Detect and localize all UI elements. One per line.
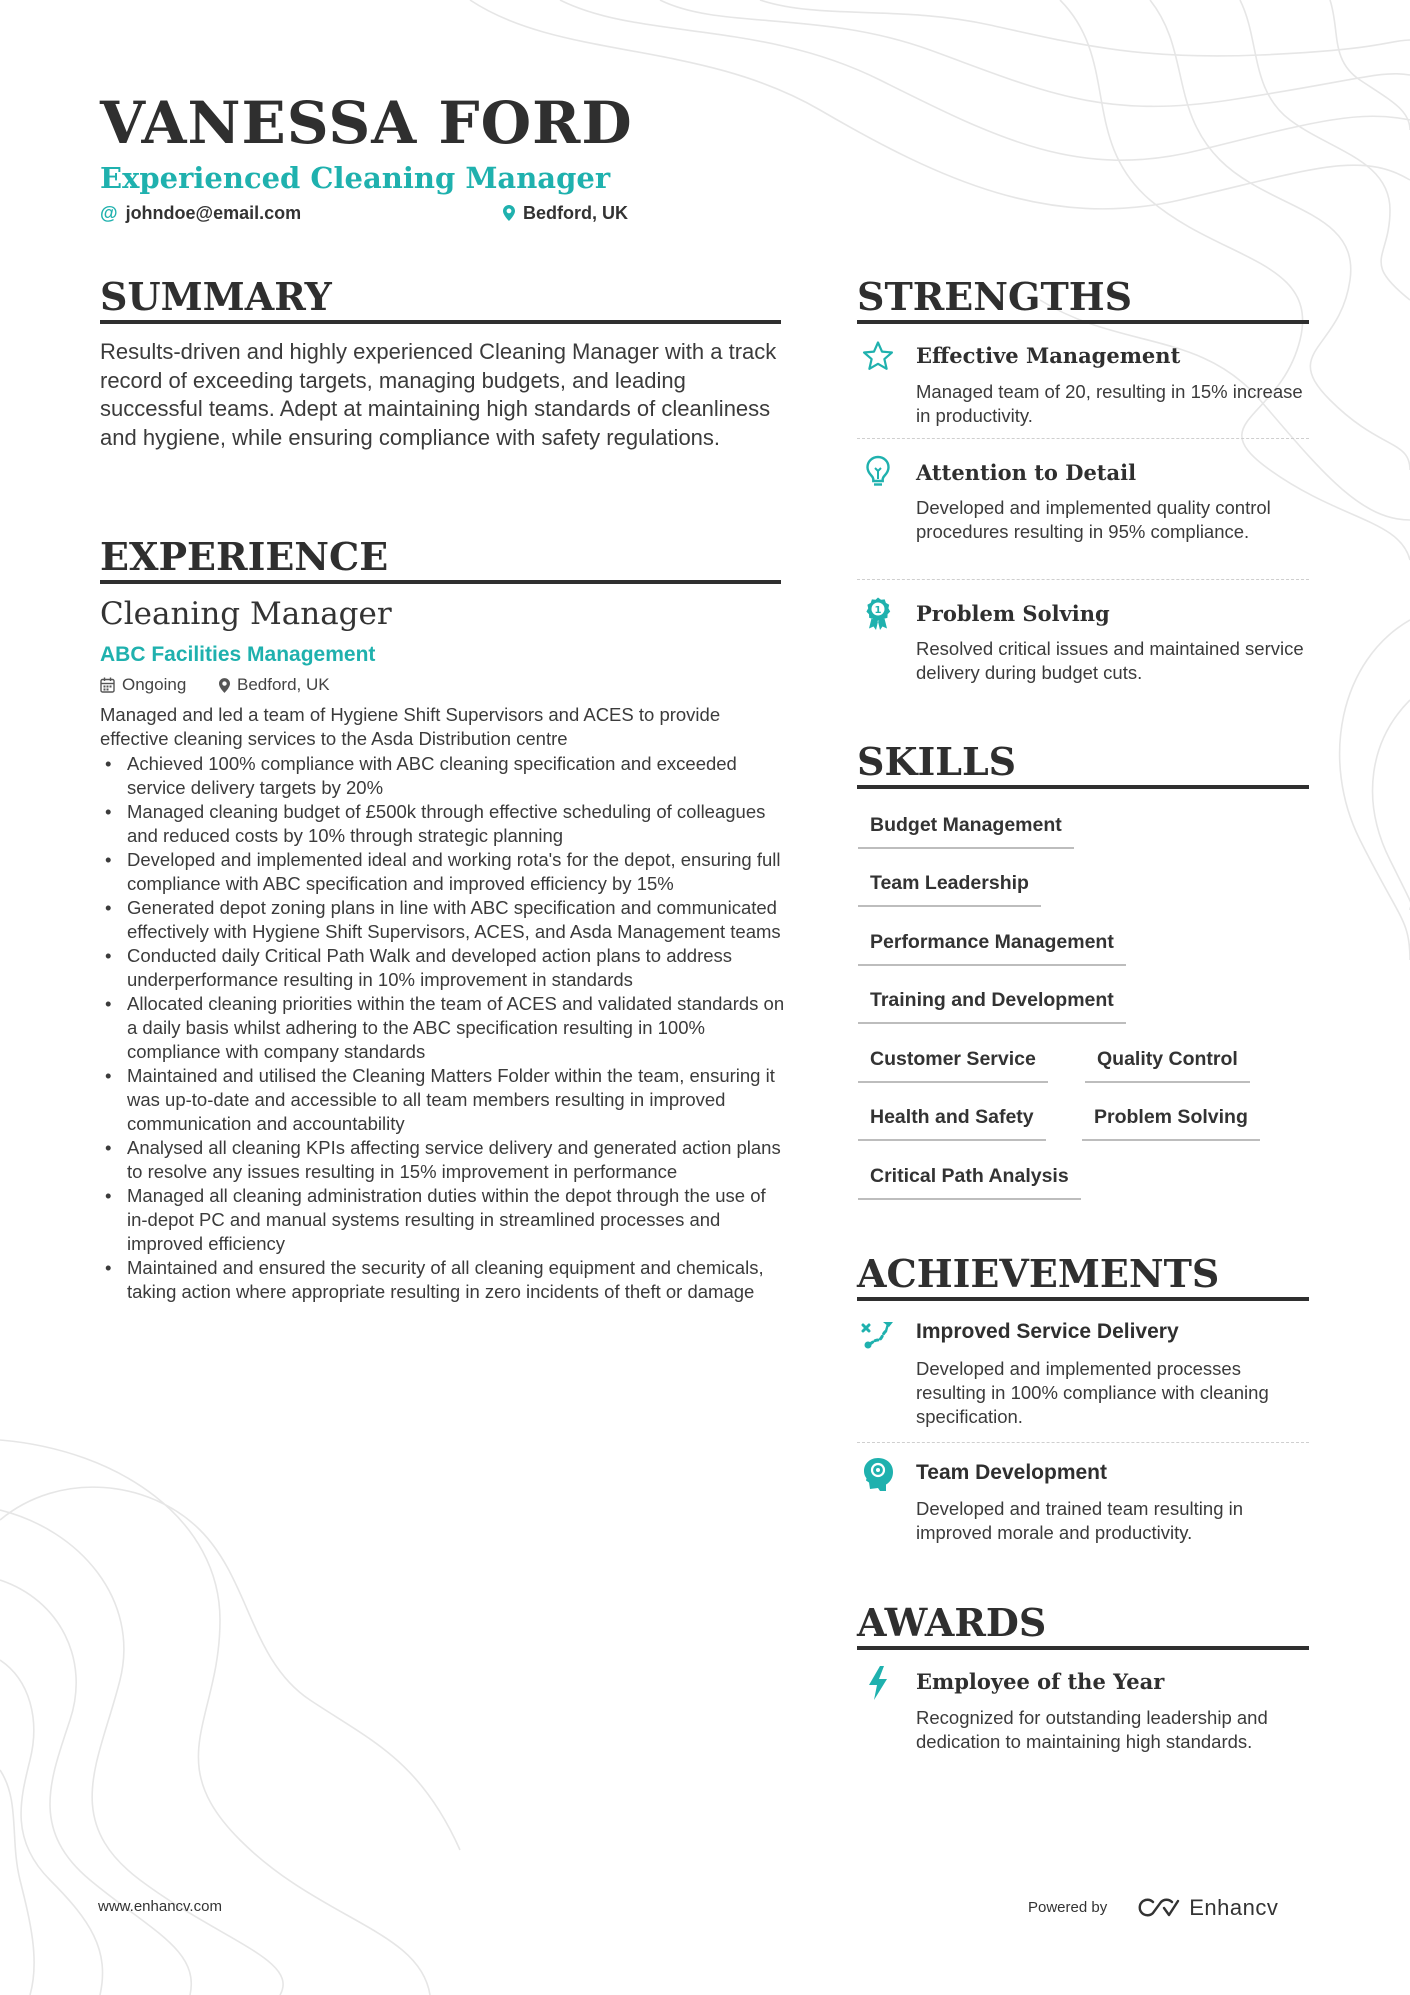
skills-rule [857,785,1309,789]
achievements-rule [857,1297,1309,1301]
awards-rule [857,1646,1309,1650]
job-bullet: • Managed cleaning budget of £500k through effective scheduling of colleagues and reduced costs by 10% through strategic planning [100,800,790,848]
email-text: johndoe@email.com [125,203,302,223]
job-bullet: • Analysed all cleaning KPIs affecting service delivery and generated action plans to resolve any issues resulting in 15% improvement in performance [100,1136,790,1184]
contact-email[interactable] [100,200,301,226]
head-gear-icon [860,1456,896,1492]
achievements-heading: ACHIEVEMENTS [857,1251,1220,1296]
job-date-text: Ongoing [122,675,187,694]
powered-by-text: Powered by [1028,1899,1108,1916]
skill-tag: Quality Control [1085,1044,1250,1083]
contact-location [503,200,628,226]
strength-desc: Resolved critical issues and maintained service delivery during budget cuts. [916,638,1304,683]
skill-tag: Performance Management [858,927,1126,966]
skill-tag: Problem Solving [1082,1102,1260,1141]
award-title: Employee of the Year [916,1669,1165,1694]
skill-tag: Team Leadership [858,868,1041,907]
skill-tag: Training and Development [858,985,1126,1024]
strength-desc: Developed and implemented quality control procedures resulting in 95% compliance. [916,497,1271,542]
location-pin-icon [503,205,515,221]
experience-heading: EXPERIENCE [100,534,389,579]
achievement-desc: Developed and trained team resulting in improved morale and productivity. [916,1498,1244,1543]
skill-tag: Critical Path Analysis [858,1161,1081,1200]
divider [857,438,1309,439]
job-bullet: • Maintained and utilised the Cleaning Matters Folder within the team, ensuring it was up-to-date and accessible to all team members resulting in improved communication and accountability [100,1064,790,1136]
experience-rule [100,580,781,584]
lightbulb-icon [860,454,896,490]
job-bullet: • Conducted daily Critical Path Walk and developed action plans to address underperformance resulting in 10% improvement in standards [100,944,790,992]
strategy-path-icon [860,1315,896,1351]
skills-heading: SKILLS [857,739,1017,784]
at-sign-icon: @ [100,203,118,223]
achievement-desc: Developed and implemented processes resulting in 100% compliance with cleaning specification. [916,1358,1269,1427]
job-bullet: • Generated depot zoning plans in line with ABC specification and communicated effectively with Hygiene Shift Supervisors, ACES, and Asda Management teams [100,896,790,944]
job-location-text: Bedford, UK [237,675,330,694]
lightning-icon [860,1665,896,1701]
divider [857,579,1309,580]
summary-heading: SUMMARY [100,274,332,319]
skill-tag: Health and Safety [858,1102,1046,1141]
job-bullet: • Developed and implemented ideal and working rota's for the depot, ensuring full compliance with ABC specification and improved efficiency by 15% [100,848,790,896]
strength-title: Problem Solving [916,601,1110,626]
job-date [100,672,186,698]
enhancv-logo-icon [1133,1896,1181,1920]
footer-website[interactable]: www.enhancv.com [98,1898,222,1915]
skill-tag: Customer Service [858,1044,1048,1083]
job-bullet: • Allocated cleaning priorities within the team of ACES and validated standards on a daily basis whilst adhering to the ABC specification resulting in 100% compliance with company standards [100,992,790,1064]
strengths-rule [857,320,1309,324]
award-desc: Recognized for outstanding leadership and dedication to maintaining high standards. [916,1707,1268,1752]
star-icon [860,338,896,374]
strengths-heading: STRENGTHS [857,274,1133,319]
svg-text:1: 1 [874,605,882,616]
summary-text: Results-driven and highly experienced Cleaning Manager with a track record of exceeding targets, managing budgets, and leading successful teams. Adept at maintaining high standards of cleanliness and hygiene, while ensuring compliance with safety regulations. [100,339,777,450]
job-location [219,672,330,698]
location-text: Bedford, UK [523,203,628,223]
footer-powered-by[interactable] [1028,1896,1278,1920]
job-bullets [100,752,790,1304]
job-description: Managed and led a team of Hygiene Shift Supervisors and ACES to provide effective cleaning services to the Asda Distribution centre [100,704,721,749]
awards-heading: AWARDS [857,1600,1047,1645]
job-title: Cleaning Manager [100,596,392,632]
strength-title: Attention to Detail [916,460,1137,485]
summary-rule [100,320,781,324]
achievement-title: Improved Service Delivery [916,1320,1179,1343]
award-ribbon-icon [860,595,896,631]
candidate-title: Experienced Cleaning Manager [100,161,611,195]
strength-title: Effective Management [916,343,1181,368]
brand-name: Enhancv [1189,1895,1279,1920]
calendar-icon [100,677,115,693]
achievement-title: Team Development [916,1461,1107,1484]
divider [857,1442,1309,1443]
location-pin-icon [219,678,230,693]
candidate-name: VANESSA FORD [100,89,633,157]
job-company: ABC Facilities Management [100,643,376,666]
skill-tag: Budget Management [858,810,1074,849]
strength-desc: Managed team of 20, resulting in 15% increase in productivity. [916,381,1303,426]
job-bullet: • Achieved 100% compliance with ABC cleaning specification and exceeded service delivery targets by 20% [100,752,790,800]
job-bullet: • Managed all cleaning administration duties within the depot through the use of in-depot PC and manual systems resulting in streamlined processes and improved efficiency [100,1184,790,1256]
job-bullet: • Maintained and ensured the security of all cleaning equipment and chemicals, taking action where appropriate resulting in zero incidents of theft or damage [100,1256,790,1304]
